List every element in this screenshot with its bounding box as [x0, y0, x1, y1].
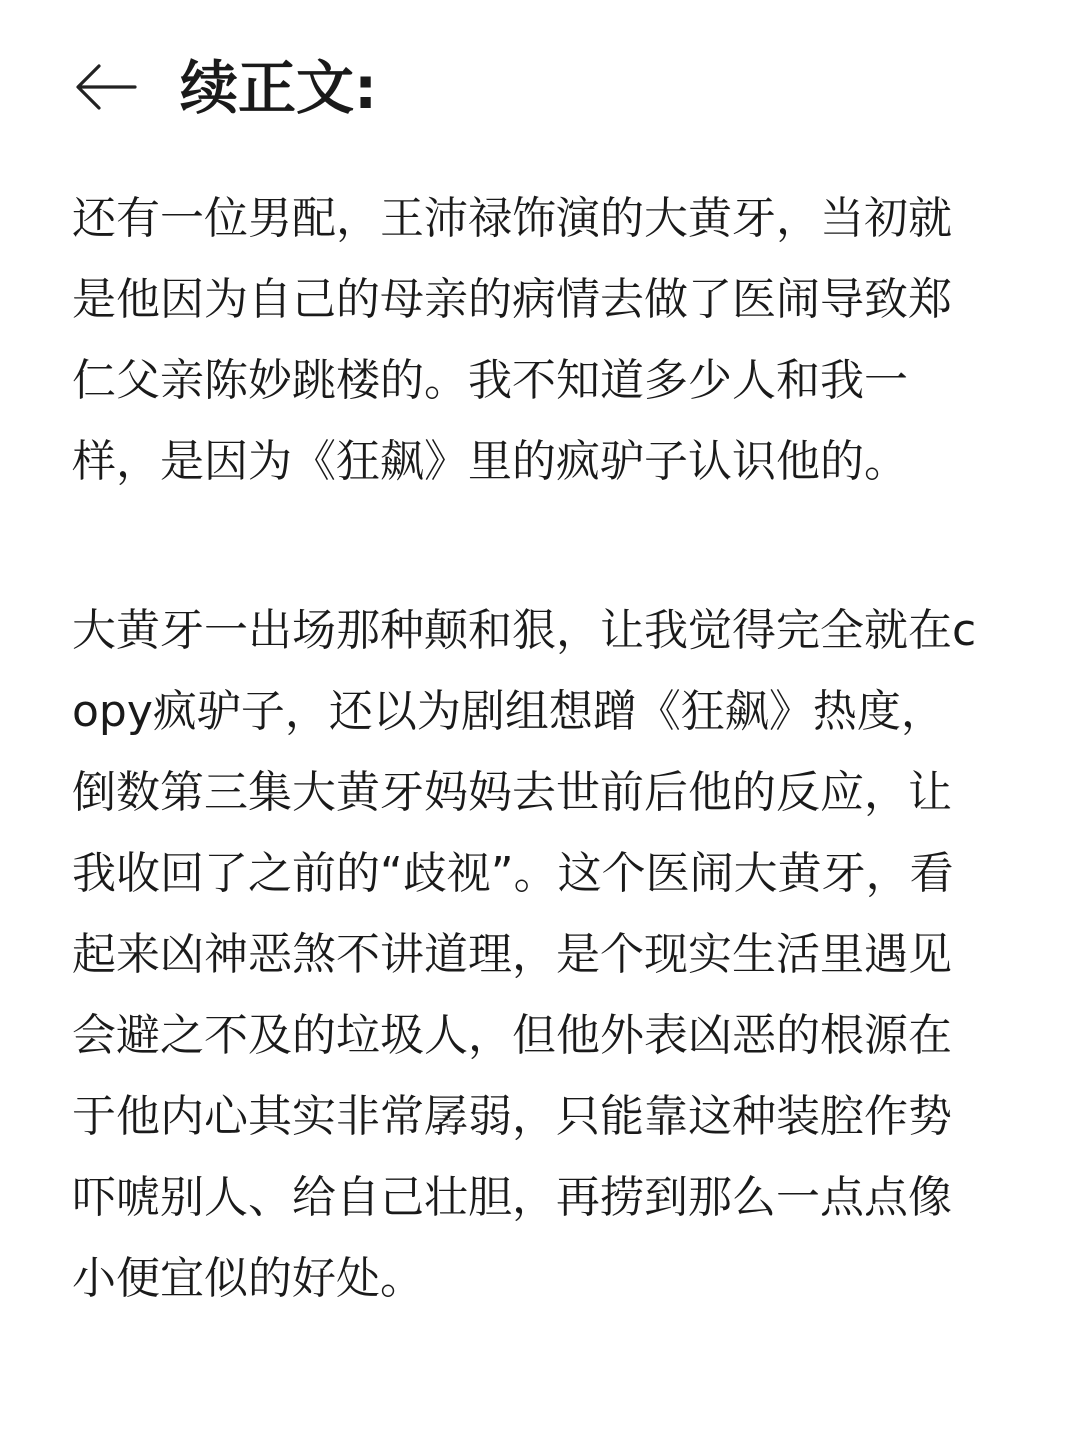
arrow-left-icon	[75, 62, 137, 112]
page-title: 续正文:	[180, 54, 378, 122]
back-button[interactable]	[70, 55, 142, 119]
header-bar	[0, 0, 1080, 170]
article-paragraph-2: 大黄牙一出场那种颠和狠，让我觉得完全就在copy疯驴子，还以为剧组想蹭《狂飙》热度，倒数第三集大黄牙妈妈去世前后他的反应，让我收回了之前的“歧视”。这个医闹大黄牙，看起来凶神恶煞不讲道理，是个现实生活里遇见会避之不及的垃圾人，但他外表凶恶的根源在于他内心其实非常孱弱，只能靠这种装腔作势吓唬别人、给自己壮胆，再捞到那么一点点像小便宜似的好处。	[72, 605, 977, 1304]
article-paragraph-1: 还有一位男配，王沛禄饰演的大黄牙，当初就是他因为自己的母亲的病情去做了医闹导致郑仁父亲陈妙跳楼的。我不知道多少人和我一样，是因为《狂飙》里的疯驴子认识他的。	[72, 193, 952, 487]
article-body	[72, 178, 987, 1319]
